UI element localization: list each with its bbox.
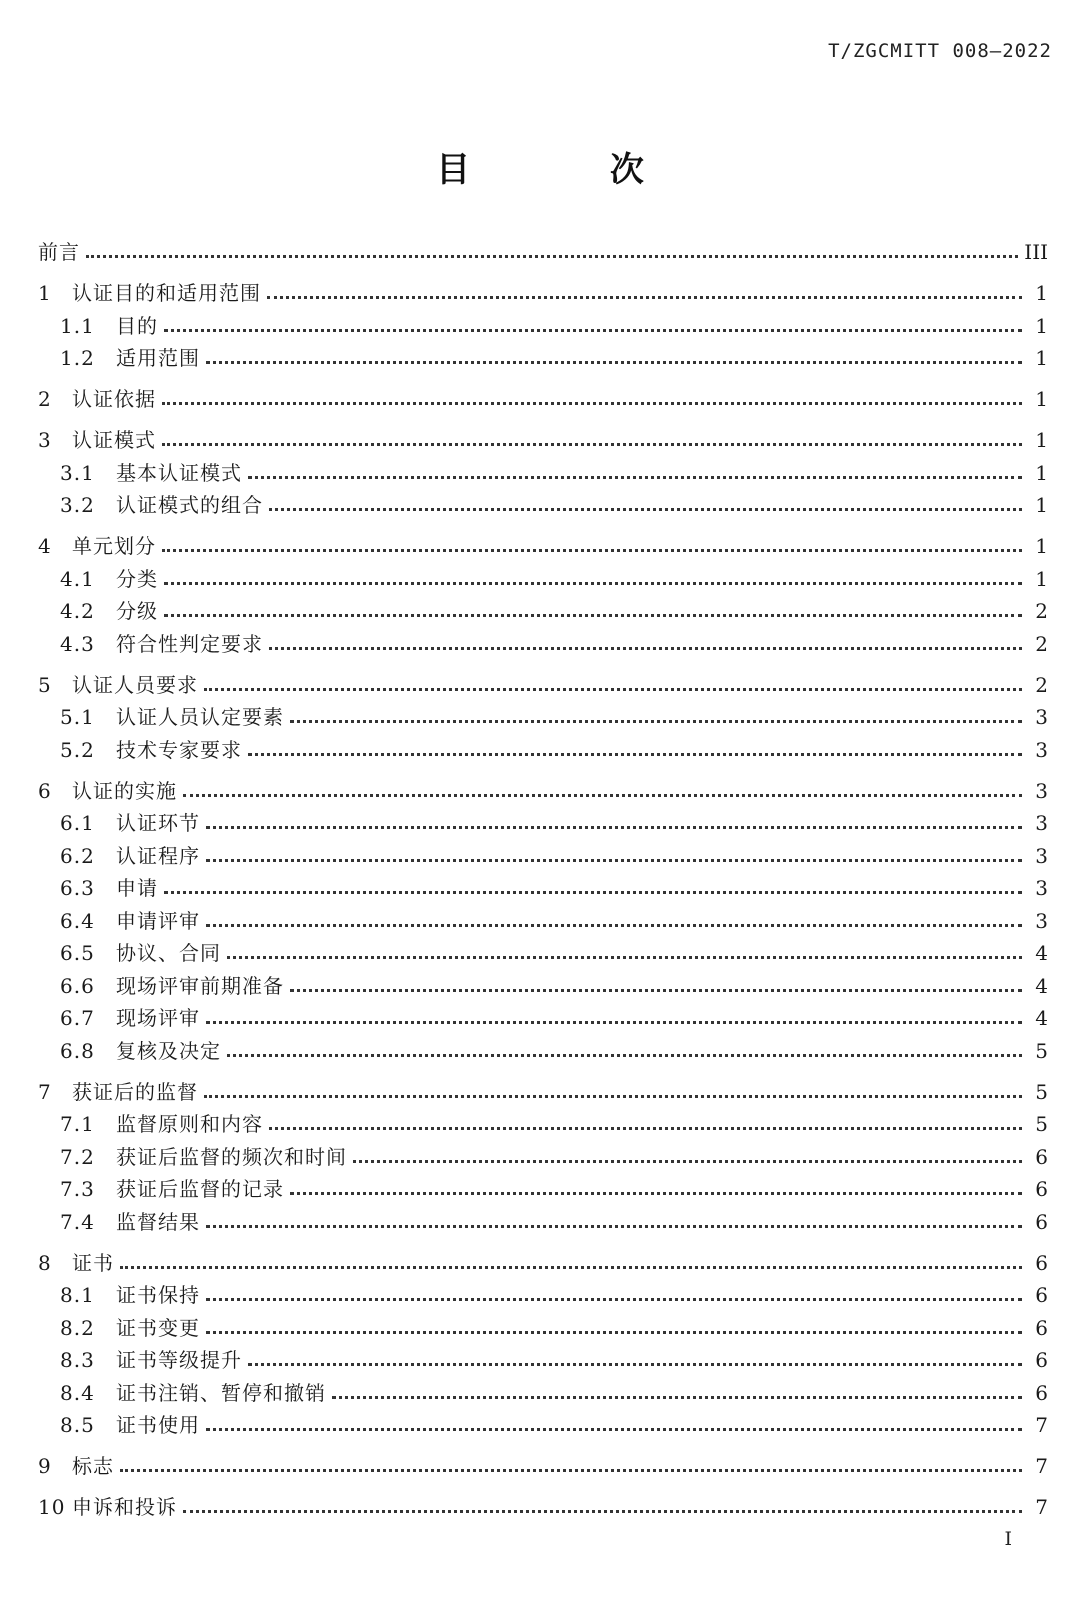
toc-entry-page-number: 1 — [1035, 281, 1048, 305]
toc-entry-number: 8.4 — [60, 1380, 95, 1405]
toc-entry-subsection[interactable] — [38, 1141, 1048, 1174]
toc-entry-label: 证书注销、暂停和撤销 — [116, 1380, 326, 1405]
toc-entry-number: 8.2 — [60, 1315, 95, 1340]
dot-leader — [267, 295, 1022, 299]
toc-entry-number: 3.2 — [60, 493, 95, 517]
toc-entry-page-number: 1 — [1035, 346, 1048, 370]
toc-entry-page-number: III — [1024, 240, 1048, 264]
toc-entry-subsection[interactable] — [38, 563, 1048, 596]
dot-leader — [162, 401, 1022, 405]
toc-entry-label: 获证后监督的记录 — [116, 1177, 284, 1201]
toc-entry-number: 9 — [38, 1454, 52, 1478]
toc-entry-number: 7.1 — [60, 1112, 95, 1136]
dot-leader — [206, 1020, 1022, 1024]
toc-entry-page-number: 5 — [1035, 1038, 1048, 1063]
page-number: I — [1004, 1528, 1012, 1550]
toc-entry-section[interactable] — [38, 383, 1048, 416]
dot-leader — [206, 1427, 1022, 1431]
toc-entry-subsection[interactable] — [38, 1206, 1048, 1239]
toc-entry-page-number: 4 — [1035, 973, 1048, 998]
toc-entry-label: 证书 — [72, 1250, 114, 1275]
toc-entry-label: 分级 — [116, 599, 158, 623]
toc-entry-label: 适用范围 — [116, 346, 200, 370]
toc-entry-number: 6.2 — [60, 843, 95, 868]
toc-entry-label: 申诉和投诉 — [72, 1495, 177, 1519]
toc-entry-number: 6 — [38, 778, 52, 803]
dot-leader — [120, 1265, 1022, 1269]
toc-entry-page-number: 5 — [1035, 1079, 1048, 1104]
dot-leader — [353, 1159, 1022, 1163]
toc-entry-label: 符合性判定要求 — [116, 631, 263, 656]
toc-entry-number: 4.3 — [60, 631, 95, 656]
toc-entry-label: 标志 — [72, 1454, 114, 1478]
toc-entry-label: 监督原则和内容 — [116, 1112, 263, 1136]
toc-entry-subsection[interactable] — [38, 1409, 1048, 1442]
toc-entry-subsection[interactable] — [38, 872, 1048, 905]
dot-leader — [206, 360, 1022, 364]
toc-entry-subsection[interactable] — [38, 310, 1048, 343]
toc-entry-number: 6.5 — [60, 941, 95, 965]
toc-entry-label: 基本认证模式 — [116, 460, 242, 485]
toc-entry-number: 8 — [38, 1250, 52, 1275]
toc-entry-label: 认证程序 — [116, 843, 200, 868]
dot-leader — [206, 825, 1022, 829]
toc-entry-number: 6.8 — [60, 1038, 95, 1063]
toc-entry-number: 6.3 — [60, 876, 95, 900]
toc-entry-number: 7.3 — [60, 1177, 95, 1201]
toc-entry-label: 证书使用 — [116, 1413, 200, 1437]
dot-leader — [120, 1468, 1022, 1472]
toc-entry-section[interactable] — [38, 1450, 1048, 1483]
toc-entry-label: 获证后的监督 — [72, 1079, 198, 1104]
toc-entry-label: 协议、合同 — [116, 941, 221, 965]
toc-entry-page-number: 1 — [1035, 493, 1048, 517]
toc-entry-subsection[interactable] — [38, 1173, 1048, 1206]
toc-entry-label: 认证目的和适用范围 — [72, 281, 261, 305]
dot-leader — [332, 1395, 1022, 1399]
dot-leader — [86, 254, 1018, 258]
toc-entry-page-number: 6 — [1035, 1144, 1048, 1169]
toc-entry-number: 7.2 — [60, 1144, 95, 1169]
toc-entry-label: 认证环节 — [116, 811, 200, 835]
dot-leader — [206, 1297, 1022, 1301]
toc-entry-page-number: 7 — [1035, 1413, 1048, 1437]
dot-leader — [269, 646, 1022, 650]
toc-entry-subsection[interactable] — [38, 840, 1048, 873]
toc-entry-page-number: 1 — [1035, 313, 1048, 338]
dot-leader — [269, 507, 1022, 511]
toc-entry-label: 单元划分 — [72, 534, 156, 558]
toc-entry-label: 复核及决定 — [116, 1038, 221, 1063]
dot-leader — [248, 752, 1022, 756]
toc-entry-section[interactable] — [38, 530, 1048, 563]
dot-leader — [164, 581, 1022, 585]
toc-entry-subsection[interactable] — [38, 1377, 1048, 1410]
toc-entry-number: 10 — [38, 1495, 66, 1519]
toc-entry-page-number: 6 — [1035, 1283, 1048, 1307]
toc-entry-label: 分类 — [116, 566, 158, 591]
toc-entry-page-number: 6 — [1035, 1250, 1048, 1275]
toc-entry-number: 5 — [38, 672, 52, 697]
toc-entry-page-number: 7 — [1035, 1495, 1048, 1519]
toc-entry-label: 现场评审前期准备 — [116, 973, 284, 998]
toc-entry-label: 申请评审 — [116, 908, 200, 933]
dot-leader — [269, 1126, 1022, 1130]
toc-entry-number: 1 — [38, 281, 52, 305]
toc-entry-number: 5.1 — [60, 705, 95, 729]
dot-leader — [227, 1053, 1022, 1057]
toc-entry-section[interactable] — [38, 669, 1048, 702]
toc-entry-label: 申请 — [116, 876, 158, 900]
toc-entry-number: 4.1 — [60, 566, 95, 591]
dot-leader — [206, 1224, 1022, 1228]
toc-entry-number: 5.2 — [60, 737, 95, 762]
toc-entry-page-number: 1 — [1035, 566, 1048, 591]
dot-leader — [162, 442, 1022, 446]
toc-entry-page-number: 3 — [1035, 843, 1048, 868]
toc-entry-number: 1.1 — [60, 313, 95, 338]
toc-entry-number: 6.1 — [60, 811, 95, 835]
toc-entry-number: 8.1 — [60, 1283, 95, 1307]
dot-leader — [206, 923, 1022, 927]
toc-entry-page-number: 6 — [1035, 1177, 1048, 1201]
toc-entry-subsection[interactable] — [38, 937, 1048, 970]
dot-leader — [162, 548, 1022, 552]
dot-leader — [206, 1330, 1022, 1334]
page-title: 目 次 — [436, 150, 708, 190]
toc-entry-label: 证书变更 — [116, 1315, 200, 1340]
toc-entry-page-number: 6 — [1035, 1348, 1048, 1372]
toc-entry-subsection[interactable] — [38, 1108, 1048, 1141]
toc-entry-number: 7.4 — [60, 1209, 95, 1234]
dot-leader — [248, 475, 1022, 479]
toc-entry-page-number: 3 — [1035, 778, 1048, 803]
toc-entry-label: 认证的实施 — [72, 778, 177, 803]
toc-entry-page-number: 1 — [1035, 387, 1048, 411]
document-code: T/ZGCMITT 008—2022 — [828, 40, 1052, 62]
toc-entry-number: 6.7 — [60, 1006, 95, 1030]
toc-entry-label: 现场评审 — [116, 1006, 200, 1030]
toc-entry-page-number: 3 — [1035, 908, 1048, 933]
dot-leader — [164, 613, 1022, 617]
toc-entry-subsection[interactable] — [38, 734, 1048, 767]
dot-leader — [248, 1362, 1022, 1366]
toc-entry-page-number: 4 — [1035, 1006, 1048, 1030]
toc-entry-number: 6.4 — [60, 908, 95, 933]
toc-entry-label: 目的 — [116, 313, 158, 338]
toc-entry-section[interactable] — [38, 236, 1048, 269]
toc-entry-section[interactable] — [38, 424, 1048, 457]
toc-entry-label: 获证后监督的频次和时间 — [116, 1144, 347, 1169]
toc-entry-number: 3.1 — [60, 460, 95, 485]
toc-entry-label: 认证人员认定要素 — [116, 705, 284, 729]
toc-entry-subsection[interactable] — [38, 905, 1048, 938]
dot-leader — [290, 1191, 1022, 1195]
toc-entry-label: 认证模式 — [72, 428, 156, 452]
toc-entry-section[interactable] — [38, 775, 1048, 808]
toc-entry-page-number: 2 — [1035, 672, 1048, 697]
toc-entry-subsection[interactable] — [38, 1279, 1048, 1312]
toc-entry-label: 前言 — [38, 240, 80, 264]
toc-entry-label: 认证依据 — [72, 387, 156, 411]
toc-entry-label: 监督结果 — [116, 1209, 200, 1234]
toc-entry-number: 6.6 — [60, 973, 95, 998]
toc-entry-page-number: 1 — [1035, 428, 1048, 452]
toc-entry-subsection[interactable] — [38, 342, 1048, 375]
dot-leader — [290, 719, 1022, 723]
toc-entry-label: 认证模式的组合 — [116, 493, 263, 517]
dot-leader — [164, 890, 1022, 894]
toc-entry-page-number: 6 — [1035, 1315, 1048, 1340]
dot-leader — [204, 1094, 1022, 1098]
toc-entry-number: 8.5 — [60, 1413, 95, 1437]
dot-leader — [164, 328, 1022, 332]
dot-leader — [290, 988, 1022, 992]
toc-entry-label: 证书等级提升 — [116, 1348, 242, 1372]
toc-entry-subsection[interactable] — [38, 628, 1048, 661]
toc-entry-subsection[interactable] — [38, 1002, 1048, 1035]
dot-leader — [227, 955, 1022, 959]
toc-entry-section[interactable] — [38, 1076, 1048, 1109]
table-of-contents — [38, 236, 1048, 1524]
toc-entry-subsection[interactable] — [38, 807, 1048, 840]
toc-entry-page-number: 5 — [1035, 1112, 1048, 1136]
toc-entry-subsection[interactable] — [38, 489, 1048, 522]
toc-entry-label: 技术专家要求 — [116, 737, 242, 762]
toc-entry-page-number: 4 — [1035, 941, 1048, 965]
toc-entry-page-number: 3 — [1035, 811, 1048, 835]
toc-entry-label: 认证人员要求 — [72, 672, 198, 697]
toc-entry-page-number: 6 — [1035, 1209, 1048, 1234]
toc-entry-number: 8.3 — [60, 1348, 95, 1372]
toc-entry-page-number: 2 — [1035, 599, 1048, 623]
toc-entry-page-number: 3 — [1035, 876, 1048, 900]
toc-entry-page-number: 3 — [1035, 705, 1048, 729]
toc-entry-subsection[interactable] — [38, 595, 1048, 628]
toc-entry-label: 证书保持 — [116, 1283, 200, 1307]
toc-entry-section[interactable] — [38, 1491, 1048, 1524]
toc-entry-subsection[interactable] — [38, 1312, 1048, 1345]
toc-entry-page-number: 7 — [1035, 1454, 1048, 1478]
toc-entry-number: 4.2 — [60, 599, 95, 623]
dot-leader — [183, 793, 1022, 797]
toc-entry-page-number: 3 — [1035, 737, 1048, 762]
toc-entry-subsection[interactable] — [38, 1035, 1048, 1068]
toc-entry-subsection[interactable] — [38, 701, 1048, 734]
toc-entry-section[interactable] — [38, 1247, 1048, 1280]
dot-leader — [204, 687, 1022, 691]
toc-entry-number: 4 — [38, 534, 52, 558]
toc-entry-number: 7 — [38, 1079, 52, 1104]
toc-entry-page-number: 1 — [1035, 460, 1048, 485]
toc-entry-subsection[interactable] — [38, 1344, 1048, 1377]
toc-entry-subsection[interactable] — [38, 457, 1048, 490]
toc-entry-page-number: 1 — [1035, 534, 1048, 558]
toc-entry-number: 3 — [38, 428, 52, 452]
toc-entry-number: 1.2 — [60, 346, 95, 370]
toc-entry-subsection[interactable] — [38, 970, 1048, 1003]
toc-entry-page-number: 6 — [1035, 1380, 1048, 1405]
dot-leader — [206, 858, 1022, 862]
toc-entry-number: 2 — [38, 387, 52, 411]
toc-entry-section[interactable] — [38, 277, 1048, 310]
dot-leader — [183, 1509, 1022, 1513]
toc-entry-page-number: 2 — [1035, 631, 1048, 656]
